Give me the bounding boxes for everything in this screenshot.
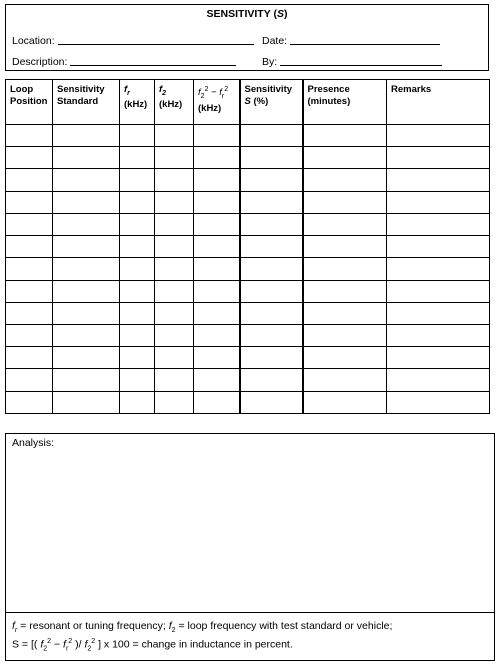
table-cell[interactable] — [240, 391, 303, 413]
table-cell[interactable] — [6, 236, 53, 258]
table-cell[interactable] — [303, 147, 387, 169]
table-cell[interactable] — [6, 369, 53, 391]
table-cell[interactable] — [120, 280, 155, 302]
header-box — [5, 4, 489, 71]
table-row — [6, 302, 490, 324]
table-cell[interactable] — [194, 191, 240, 213]
table-cell[interactable] — [53, 191, 120, 213]
table-cell[interactable] — [53, 236, 120, 258]
table-cell[interactable] — [194, 302, 240, 324]
table-cell[interactable] — [194, 236, 240, 258]
table-cell[interactable] — [120, 125, 155, 147]
table-cell[interactable] — [387, 213, 490, 235]
table-row — [6, 369, 490, 391]
col-header-presence: Presence (minutes) — [303, 80, 387, 125]
table-row — [6, 258, 490, 280]
table-cell[interactable] — [387, 391, 490, 413]
table-cell[interactable] — [53, 302, 120, 324]
table-cell[interactable] — [120, 302, 155, 324]
table-cell[interactable] — [194, 213, 240, 235]
table-cell[interactable] — [120, 147, 155, 169]
table-cell[interactable] — [120, 213, 155, 235]
table-cell[interactable] — [240, 213, 303, 235]
col-header-loop-position: Loop Position — [6, 80, 53, 125]
table-cell[interactable] — [240, 324, 303, 346]
table-cell[interactable] — [240, 191, 303, 213]
table-cell[interactable] — [6, 213, 53, 235]
col-header-sensitivity-s: Sensitivity S (%) — [240, 80, 303, 125]
location-field[interactable] — [58, 35, 254, 45]
table-cell[interactable] — [6, 302, 53, 324]
table-cell[interactable] — [155, 369, 194, 391]
table-cell[interactable] — [303, 236, 387, 258]
table-cell[interactable] — [303, 125, 387, 147]
data-table — [5, 79, 490, 414]
table-cell[interactable] — [6, 125, 53, 147]
table-row — [6, 347, 490, 369]
col-header-f2: $f_2$ (kHz) — [155, 80, 194, 125]
description-row — [12, 56, 236, 68]
table-cell[interactable] — [53, 169, 120, 191]
table-row — [6, 147, 490, 169]
table-cell[interactable] — [240, 302, 303, 324]
table-cell[interactable] — [240, 347, 303, 369]
description-label: Description: — [12, 56, 68, 68]
analysis-text-area[interactable] — [6, 450, 494, 610]
table-cell[interactable] — [53, 324, 120, 346]
table-row — [6, 213, 490, 235]
table-cell[interactable] — [53, 280, 120, 302]
table-cell[interactable] — [120, 347, 155, 369]
table-cell[interactable] — [303, 347, 387, 369]
table-cell[interactable] — [6, 391, 53, 413]
table-cell[interactable] — [240, 125, 303, 147]
table-cell[interactable] — [53, 125, 120, 147]
table-cell[interactable] — [194, 324, 240, 346]
table-cell[interactable] — [53, 147, 120, 169]
analysis-divider — [6, 612, 494, 613]
table-cell[interactable] — [194, 280, 240, 302]
table-cell[interactable] — [120, 391, 155, 413]
description-field[interactable] — [70, 56, 236, 66]
table-cell[interactable] — [53, 391, 120, 413]
table-cell[interactable] — [6, 258, 53, 280]
table-cell[interactable] — [53, 369, 120, 391]
table-cell[interactable] — [303, 169, 387, 191]
table-cell[interactable] — [6, 280, 53, 302]
data-table-wrap — [5, 79, 489, 414]
table-row — [6, 125, 490, 147]
table-row — [6, 191, 490, 213]
legend-note-frequencies: $f_r$ = resonant or tuning frequency; $f_2$ = loop frequency with test standard or vehicle; — [12, 620, 393, 635]
table-cell[interactable] — [155, 347, 194, 369]
table-cell[interactable] — [387, 147, 490, 169]
table-cell[interactable] — [387, 324, 490, 346]
table-cell[interactable] — [194, 369, 240, 391]
table-row — [6, 391, 490, 413]
table-cell[interactable] — [155, 280, 194, 302]
col-header-fr: $f_r$ (kHz) — [120, 80, 155, 125]
table-cell[interactable] — [240, 258, 303, 280]
table-cell[interactable] — [120, 369, 155, 391]
legend-note-formula: S = [( $f_2^2 - f_r^2$ )/ $f_2^2$ ] x 100 = change in inductance in percent. — [12, 638, 293, 653]
table-cell[interactable] — [387, 347, 490, 369]
table-cell[interactable] — [155, 324, 194, 346]
table-cell[interactable] — [194, 391, 240, 413]
by-field[interactable] — [280, 56, 442, 66]
table-cell[interactable] — [240, 169, 303, 191]
table-cell[interactable] — [6, 191, 53, 213]
table-cell[interactable] — [6, 324, 53, 346]
table-cell[interactable] — [194, 147, 240, 169]
table-row — [6, 324, 490, 346]
table-cell[interactable] — [120, 169, 155, 191]
table-row — [6, 280, 490, 302]
date-label: Date: — [262, 35, 288, 47]
date-field[interactable] — [290, 35, 440, 45]
table-cell[interactable] — [303, 324, 387, 346]
table-cell[interactable] — [240, 236, 303, 258]
table-cell[interactable] — [120, 324, 155, 346]
table-cell[interactable] — [194, 347, 240, 369]
analysis-box — [5, 433, 495, 661]
table-cell[interactable] — [387, 369, 490, 391]
table-cell[interactable] — [387, 236, 490, 258]
table-cell[interactable] — [387, 258, 490, 280]
table-cell[interactable] — [6, 147, 53, 169]
col-header-remarks: Remarks — [387, 80, 490, 125]
table-cell[interactable] — [120, 191, 155, 213]
table-cell[interactable] — [155, 213, 194, 235]
table-cell[interactable] — [155, 191, 194, 213]
table-cell[interactable] — [194, 258, 240, 280]
table-cell[interactable] — [155, 391, 194, 413]
table-cell[interactable] — [155, 147, 194, 169]
date-row — [262, 35, 440, 47]
analysis-label: Analysis: — [12, 437, 55, 449]
table-cell[interactable] — [387, 125, 490, 147]
table-cell[interactable] — [303, 213, 387, 235]
location-row — [12, 35, 254, 47]
table-cell[interactable] — [387, 169, 490, 191]
table-cell[interactable] — [303, 280, 387, 302]
table-cell[interactable] — [6, 347, 53, 369]
table-cell[interactable] — [303, 369, 387, 391]
table-cell[interactable] — [120, 236, 155, 258]
by-label: By: — [262, 56, 278, 68]
table-cell[interactable] — [6, 169, 53, 191]
table-cell[interactable] — [387, 302, 490, 324]
table-cell[interactable] — [155, 236, 194, 258]
form-title: SENSITIVITY (S) — [206, 8, 288, 20]
table-cell[interactable] — [155, 125, 194, 147]
table-cell[interactable] — [155, 169, 194, 191]
table-cell[interactable] — [194, 169, 240, 191]
table-cell[interactable] — [303, 391, 387, 413]
table-cell[interactable] — [240, 369, 303, 391]
table-row — [6, 236, 490, 258]
table-cell[interactable] — [194, 125, 240, 147]
table-cell[interactable] — [53, 258, 120, 280]
table-cell[interactable] — [240, 147, 303, 169]
by-row — [262, 56, 442, 68]
table-cell[interactable] — [53, 213, 120, 235]
table-cell[interactable] — [303, 302, 387, 324]
table-cell[interactable] — [53, 347, 120, 369]
table-header-row — [6, 80, 490, 125]
table-cell[interactable] — [387, 191, 490, 213]
col-header-f2-squared-minus-fr-squared: $f_2^2 - f_r^2$ (kHz) — [194, 80, 240, 125]
table-cell[interactable] — [303, 191, 387, 213]
table-cell[interactable] — [387, 280, 490, 302]
table-row — [6, 169, 490, 191]
col-header-sensitivity-standard: Sensitivity Standard — [53, 80, 120, 125]
table-cell[interactable] — [303, 258, 387, 280]
table-cell[interactable] — [155, 258, 194, 280]
table-cell[interactable] — [155, 302, 194, 324]
table-cell[interactable] — [240, 280, 303, 302]
location-label: Location: — [12, 35, 55, 47]
table-cell[interactable] — [120, 258, 155, 280]
